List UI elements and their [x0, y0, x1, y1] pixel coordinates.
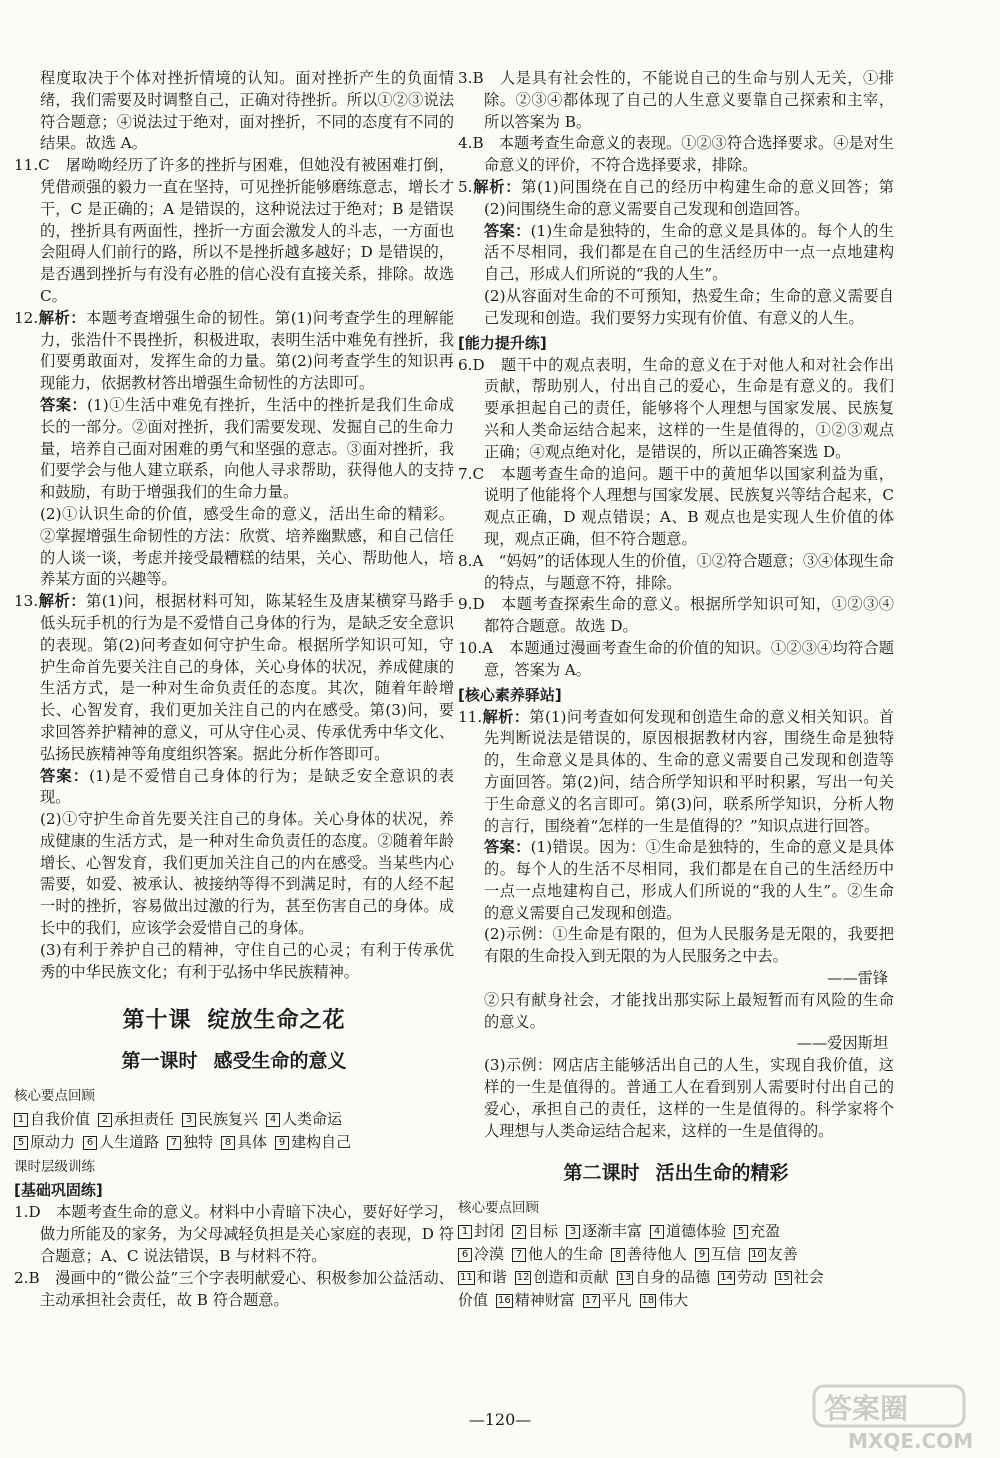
key-point-item	[496, 1289, 575, 1312]
answer-r5-analysis: 5.解析：第(1)问围绕在自己的经历中构建生命的意义回答；第(2)问围绕生命的意义需要自己发现和创造回答。	[458, 177, 894, 218]
key-point-text: 充盈	[750, 1222, 781, 1241]
key-point-text: 道德体验	[666, 1222, 727, 1241]
key-point-text: 自我价值	[30, 1110, 91, 1129]
key-point-item	[83, 1131, 159, 1154]
key-point-number: 9	[275, 1136, 289, 1150]
key-point-text: 善待他人	[627, 1245, 688, 1264]
answer-r11-part2: (2)示例：①生命是有限的，但为人民服务是无限的，我要把有限的生命投入到无限的为人民服务之中去。	[484, 925, 894, 966]
key-point-number: 3	[182, 1113, 196, 1127]
key-point-text: 精神财富	[514, 1291, 575, 1310]
key-point-item	[515, 1266, 609, 1289]
training-heading: 课时层级训练	[14, 1159, 95, 1176]
key-point-item	[458, 1243, 504, 1266]
key-point-text: 原动力	[30, 1133, 76, 1152]
key-point-number: 10	[751, 1249, 764, 1261]
key-point-continuation: 价值	[458, 1291, 489, 1310]
key-point-number: 18	[641, 1295, 655, 1307]
key-point-number: 1	[458, 1225, 472, 1239]
key-point-number: 16	[498, 1295, 511, 1307]
quote-signature-einstein: ——爱因斯坦	[796, 1034, 888, 1053]
key-point-item	[650, 1220, 726, 1243]
key-points-heading: 核心要点回顾	[14, 1088, 95, 1105]
key-point-text: 自身的品德	[635, 1268, 711, 1287]
key-point-number: 5	[14, 1136, 28, 1150]
answer-r11-part3: (3)示例：网店店主能够活出自己的人生，实现自我价值，这样的一生是值得的。普通工人在看到别人需要时付出自己的爱心，承担自己的责任，这样的一生是值得的。科学家将个人理想与人类命运结合起来，这样的一生是值得的。	[484, 1056, 894, 1140]
key-point-item	[583, 1289, 632, 1312]
answer-r5-part2: (2)从容面对生命的不可预知，热爱生命；生命的意义需要自己发现和创造。我们要努力实现有价值、有意义的人生。	[484, 286, 894, 327]
key-point-item	[275, 1131, 351, 1154]
key-points-row	[458, 1289, 894, 1312]
key-point-item	[14, 1108, 90, 1131]
right-column	[458, 68, 894, 1312]
key-points-row	[14, 1108, 454, 1131]
left-column	[14, 68, 454, 1311]
key-point-number: 6	[83, 1136, 97, 1150]
paragraph-q10-continued: 程度取决于个体对挫折情境的认知。面对挫折产生的负面情绪，我们需要及时调整自己，正确对待挫折。所以①②③说法符合题意；④说法过于绝对，面对挫折，不同的态度有不同的结果。故选 A。	[40, 69, 454, 153]
key-point-number: 15	[777, 1272, 790, 1284]
lesson-title: 第十课 绽放生命之花	[122, 1008, 346, 1034]
key-points-grid-2	[458, 1220, 894, 1312]
key-point-text: 互信	[711, 1245, 742, 1264]
answer-r3: 3.B 人是具有社会性的，不能说自己的生命与别人无关，①排除。②③④都体现了自己的人生意义要靠自己探索和主宰，所以答案为 B。	[458, 69, 894, 131]
key-point-text: 劳动	[736, 1268, 767, 1287]
key-point-number: 14	[720, 1272, 733, 1284]
key-point-item	[221, 1131, 267, 1154]
key-point-item	[775, 1266, 824, 1289]
answer-r8: 8.A “妈妈”的话体现人生的价值，①②符合题意；③④体现生命的特点，与题意不符，排除。	[458, 551, 894, 592]
key-point-number: 17	[584, 1295, 598, 1307]
key-point-item	[640, 1289, 689, 1312]
watermark-logo-text: 答案圈	[824, 1392, 909, 1425]
key-point-number: 12	[516, 1272, 530, 1284]
key-point-item	[749, 1243, 798, 1266]
watermark-url: MXQE.COM	[848, 1429, 974, 1453]
period-title-2: 第二课时 活出生命的精彩	[563, 1162, 789, 1185]
key-point-text: 承担责任	[114, 1110, 175, 1129]
key-point-item	[458, 1266, 507, 1289]
key-point-number: 8	[611, 1248, 625, 1262]
key-point-number: 4	[266, 1113, 280, 1127]
section-tag-ability: [能力提升练]	[458, 333, 547, 352]
key-point-item	[458, 1220, 504, 1243]
key-point-text: 人类命运	[282, 1110, 343, 1129]
key-point-item	[14, 1131, 75, 1154]
key-point-text: 民族复兴	[198, 1110, 259, 1129]
answer-r11-analysis: 11.解析：第(1)问考查如何发现和创造生命的意义相关知识。首先判断说法是错误的，原因根据教材内容，围绕生命是独特的，生命意义是具体的、生命的意义需要自己发现和创造等方面回答。第(2)问，结合所学知识和平时积累，写出一句关于生命意义的名言即可。第(3)问，联系所学知识，分析人物的言行，围绕着“怎样的一生是值得的？”知识点进行回答。	[458, 707, 895, 835]
key-point-item	[182, 1108, 258, 1131]
answer-r7: 7.C 本题考查生命的追问。题干中的黄旭华以国家利益为重，说明了他能将个人理想与国家发展、民族复兴等结合起来，C 观点正确，D 观点错误；A、B 观点也是实现人生价值的体现，观点正确，但不符合题意。	[458, 464, 894, 548]
key-points-heading: 核心要点回顾	[458, 1200, 539, 1217]
key-point-number: 11	[460, 1272, 473, 1284]
key-point-item	[566, 1220, 642, 1243]
key-point-number: 2	[512, 1225, 526, 1239]
key-point-text: 封闭	[474, 1222, 505, 1241]
answer-q11: 11.C 屠呦呦经历了许多的挫折与困难，但她没有被困难打倒，凭借顽强的毅力一直在坚持，可见挫折能够磨练意志，增长才干，C 是正确的；A 是错误的，这种说法过于绝对；B 是错误的，挫折具有两面性，挫折一方面会激发人的斗志，一方面也会阻碍人们前行的路，所以不是挫折越多越好；D 是错误的，是否遇到挫折与有没有必胜的信心没有直接关系，排除。故选 C。	[14, 156, 454, 305]
section-tag-core: [核心素养驿站]	[458, 685, 562, 704]
key-points-row	[14, 1131, 454, 1154]
key-point-text: 伟大	[658, 1291, 689, 1310]
key-point-item	[695, 1243, 741, 1266]
answer-r9: 9.D 本题考查探索生命的意义。根据所学知识可知，①②③④都符合题意。故选 D。	[458, 595, 894, 636]
key-point-text: 独特	[183, 1133, 214, 1152]
quote-signature-leifeng: ——雷锋	[827, 969, 888, 988]
watermark-logo	[808, 1382, 988, 1454]
key-point-text: 社会	[793, 1268, 824, 1287]
answer-r4: 4.B 本题考查生命意义的表现。①②③符合选择要求。④是对生命意义的评价，不符合选择要求，排除。	[458, 134, 894, 175]
key-point-item	[512, 1243, 603, 1266]
key-point-item	[98, 1108, 174, 1131]
key-points-grid-1	[14, 1108, 454, 1154]
answer-r11-part2b: ②只有献身社会，才能找出那实际上最短暂而有风险的生命的意义。	[484, 990, 894, 1031]
key-point-number: 1	[14, 1113, 28, 1127]
answer-q13-part1: 答案：(1)是不爱惜自己身体的行为；是缺乏安全意识的表现。	[40, 766, 454, 807]
key-point-text: 冷漠	[474, 1245, 505, 1264]
key-point-number: 6	[458, 1248, 472, 1262]
key-points-row	[458, 1243, 894, 1266]
answer-q12-analysis: 12.解析：本题考查增强生命的韧性。第(1)问考查学生的理解能力，张浩什不畏挫折，积极进取，表明生活中难免有挫折，我们要勇敢面对，发挥生命的力量。第(2)问考查学生的知识再现能力，依据教材答出增强生命韧性的方法即可。	[14, 308, 455, 393]
key-point-number: 3	[566, 1225, 580, 1239]
key-point-text: 友善	[767, 1245, 798, 1264]
key-point-item	[167, 1131, 213, 1154]
key-point-number: 9	[695, 1248, 709, 1262]
key-point-number: 8	[221, 1136, 235, 1150]
key-point-item	[734, 1220, 780, 1243]
answer-q13-analysis: 13.解析：第(1)问，根据材料可知，陈某轻生及唐某横穿马路手低头玩手机的行为是不爱惜自己身体的行为，是缺乏安全意识的表现。第(2)问考查如何守护生命。根据所学知识可知，守护生命首先要关注自己的身体，关心身体的状况，养成健康的生活方式，是一种对生命负责任的态度。其次，随着年龄增长、心智发育，我们更加关注自己的内在感受。第(3)问，要求回答养护精神的意义，可从守住心灵、传承优秀中华文化、弘扬民族精神等角度组织答案。据此分析作答即可。	[14, 592, 455, 763]
answer-b2: 2.B 漫画中的“微公益”三个字表明献爱心、积极参加公益活动、主动承担社会责任，故 B 符合题意。	[14, 1268, 454, 1309]
key-point-number: 13	[618, 1272, 632, 1284]
key-point-text: 建构自己	[291, 1133, 352, 1152]
page-number: —120—	[468, 1410, 532, 1429]
key-point-item	[718, 1266, 767, 1289]
key-point-item	[617, 1266, 711, 1289]
key-point-number: 7	[167, 1136, 181, 1150]
answer-q13-part3: (3)有利于养护自己的精神，守住自己的心灵；有利于传承优秀的中华民族文化；有利于弘扬中华民族精神。	[40, 940, 454, 981]
answer-b1: 1.D 本题考查生命的意义。材料中小青暗下决心，要好好学习，做力所能及的家务，为父母减轻负担是关心家庭的表现，D 符合题意；A、C 说法错误，B 与材料不符。	[14, 1203, 454, 1266]
answer-q12-part1: 答案：(1)①生活中难免有挫折，生活中的挫折是我们生命成长的一部分。②面对挫折，我们需要发现、发掘自己的生命力量，培养自己面对困难的勇气和坚强的意志。③面对挫折，我们要学会与他人建立联系，向他人寻求帮助，获得他人的支持和鼓励，有助于增强我们的生命力量。	[40, 395, 455, 502]
key-point-text: 创造和贡献	[533, 1268, 609, 1287]
section-tag-basic: [基础巩固练]	[14, 1181, 103, 1200]
key-point-item	[611, 1243, 687, 1266]
answer-r5-part1: 答案：(1)生命是独特的，生命的意义是具体的。每个人的生活不尽相同，我们都是在自己的生活经历中一点一点地建构自己，形成人们所说的“我的人生”。	[484, 221, 895, 284]
key-point-number: 4	[650, 1225, 664, 1239]
key-point-text: 目标	[528, 1222, 559, 1241]
key-point-text: 和谐	[476, 1268, 507, 1287]
key-point-text: 具体	[237, 1133, 268, 1152]
key-point-item	[512, 1220, 558, 1243]
key-point-text: 逐渐丰富	[582, 1222, 643, 1241]
answer-r10: 10.A 本题通过漫画考查生命的价值的知识。①②③④均符合题意，答案为 A。	[458, 638, 894, 679]
key-point-text: 人生道路	[99, 1133, 160, 1152]
key-points-row	[458, 1220, 894, 1243]
key-point-text: 平凡	[601, 1291, 632, 1310]
answer-q12-part2: (2)①认识生命的价值，感受生命的意义，活出生命的精彩。②掌握增强生命韧性的方法：欣赏、培养幽默感，和自己信任的人谈一谈，考虑并接受最糟糕的结果，关心、帮助他人，培养某方面的兴趣等。	[40, 504, 454, 589]
period-title-1: 第一课时 感受生命的意义	[121, 1050, 347, 1073]
answer-q13-part2: (2)①守护生命首先要关注自己的身体。关心身体的状况，养成健康的生活方式，是一种对生命负责任的态度。②随着年龄增长、心智发育，我们更加关注自己的内在感受。当某些内心需要，如爱、被承认、被接纳等得不到满足时，有的人经不起一时的挫折，容易做出过激的行为，甚至伤害自己的身体。成长中的我们，应该学会爱惜自己的身体。	[40, 810, 454, 938]
answer-r11-part1: 答案：(1)错误。因为：①生命是独特的，生命的意义是具体的。每个人的生活不尽相同，我们都是在自己的生活经历中一点一点地建构自己，形成人们所说的“我的人生”。②生命的意义需要自己发现和创造。	[484, 838, 895, 922]
key-point-number: 7	[512, 1248, 526, 1262]
key-points-row	[458, 1266, 894, 1289]
key-point-text: 他人的生命	[528, 1245, 604, 1264]
key-point-number: 5	[734, 1225, 748, 1239]
key-point-item	[266, 1108, 342, 1131]
answer-r6: 6.D 题干中的观点表明，生命的意义在于对他人和对社会作出贡献，帮助别人，付出自己的爱心，生命是有意义的。我们要承担起自己的责任，能够将个人理想与国家发展、民族复兴和人类命运结合起来，这样的一生是值得的，①②③观点正确；④观点绝对化，是错误的，所以正确答案选 D。	[458, 355, 894, 461]
key-point-number: 2	[98, 1113, 112, 1127]
